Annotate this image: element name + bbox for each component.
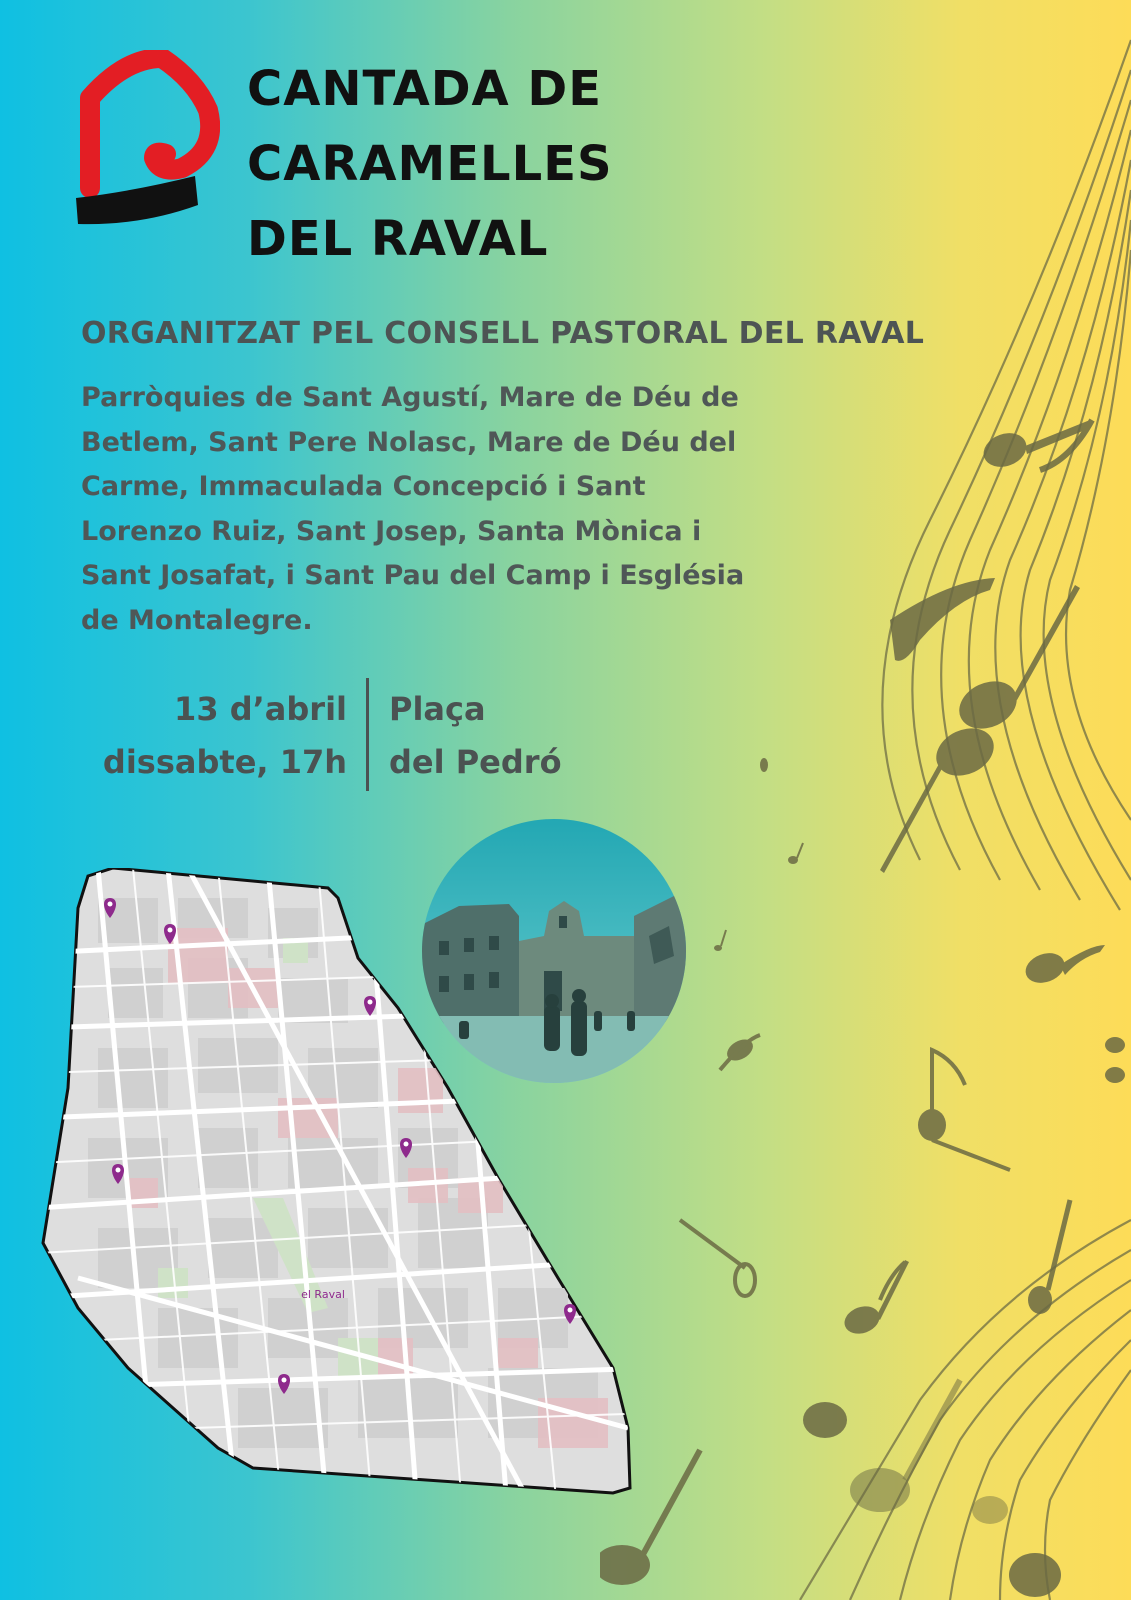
parishes-line: de Montalegre. (81, 604, 313, 636)
title-line-1: CANTADA DE (247, 61, 603, 117)
placa-del-pedro-photo (419, 816, 689, 1086)
organizer-heading: ORGANITZAT PEL CONSELL PASTORAL DEL RAVAL (81, 316, 925, 351)
parishes-line: Carme, Immaculada Concepció i Sant (81, 471, 646, 502)
event-day-time: dissabte, 17h (102, 743, 347, 781)
parishes-line: Parròquies de Sant Agustí, Mare de Déu de (81, 382, 739, 413)
divider-line (366, 678, 369, 791)
event-when (103, 683, 347, 789)
music-notes-decoration (600, 0, 1131, 1600)
event-place-line-1: Plaça (389, 690, 486, 728)
raval-logo (70, 50, 220, 230)
event-date: 13 d’abril (174, 690, 347, 728)
event-where (389, 683, 562, 789)
map-label: el Raval (301, 1288, 345, 1301)
title-line-2: CARAMELLES (247, 136, 613, 192)
parishes-line: Lorenzo Ruiz, Sant Josep, Santa Mònica i (81, 515, 702, 547)
page-title (247, 52, 613, 277)
event-place-line-2: del Pedró (389, 743, 562, 781)
parishes-line: Sant Josafat, i Sant Pau del Camp i Església (81, 560, 745, 591)
title-line-3: DEL RAVAL (247, 211, 549, 267)
parishes-line: Betlem, Sant Pere Nolasc, Mare de Déu del (81, 426, 737, 458)
